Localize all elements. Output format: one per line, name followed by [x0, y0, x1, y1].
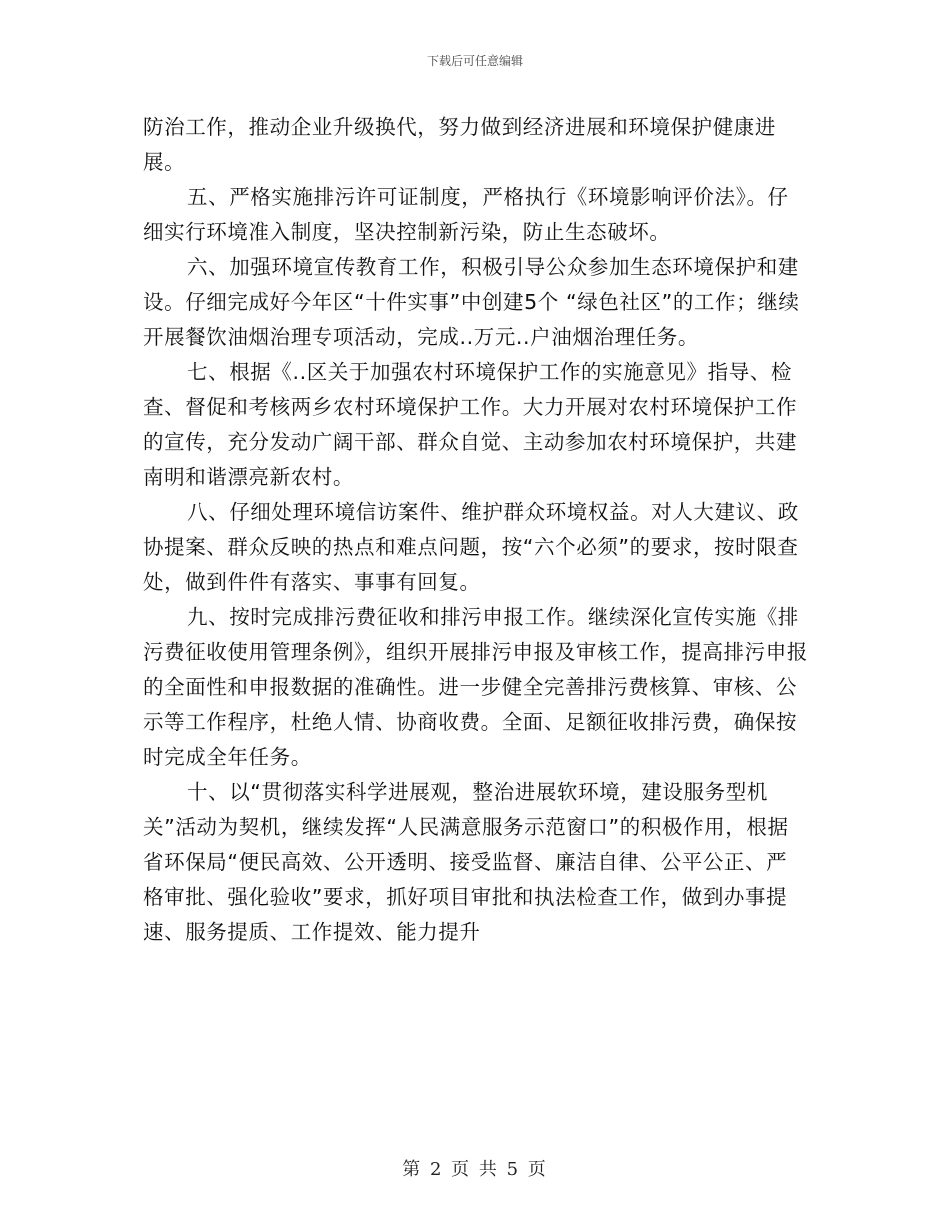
paragraph-item-8: 八、仔细处理环境信访案件、维护群众环境权益。对人大建议、政协提案、群众反映的热点和难点问题，按“六个必须”的要求，按时限查处，做到件件有落实、事事有回复。 [143, 500, 799, 594]
paragraph-item-9: 九、按时完成排污费征收和排污申报工作。继续深化宣传实施《排污费征收使用管理条例》，组织开展排污申报及审核工作，提高排污申报的全面性和申报数据的准确性。进一步健全完善排污费核算、审核、公示等工作程序，杜绝人情、协商收费。全面、足额征收排污费，确保按时完成全年任务。 [143, 605, 808, 769]
paragraph-item-6: 六、加强环境宣传教育工作，积极引导公众参加生态环境保护和建设。仔细完成好今年区“十件实事”中创建5个 “绿色社区”的工作；继续开展餐饮油烟治理专项活动，完成..万元..户油烟治理任务。 [143, 255, 800, 349]
document-body [143, 110, 808, 950]
page-header: 下载后可任意编辑 [426, 54, 523, 68]
paragraph-continued: 防治工作，推动企业升级换代，努力做到经济进展和环境保护健康进展。 [143, 115, 776, 174]
paragraph-item-10: 十、以“贯彻落实科学进展观，整治进展软环境，建设服务型机关”活动为契机，继续发挥“人民满意服务示范窗口”的积极作用，根据省环保局“便民高效、公开透明、接受监督、廉洁自律、公平公正、严格审批、强化验收”要求，抓好项目审批和执法检查工作，做到办事提速、服务提质、工作提效、能力提升 [143, 780, 789, 944]
page-number-footer: 第 2 页 共 5 页 [402, 1159, 548, 1180]
paragraph-item-7: 七、根据《..区关于加强农村环境保护工作的实施意见》指导、检查、督促和考核两乡农村环境保护工作。大力开展对农村环境保护工作的宣传，充分发动广阔干部、群众自觉、主动参加农村环境保护，共建南明和谐漂亮新农村。 [143, 360, 798, 489]
paragraph-item-5: 五、严格实施排污许可证制度，严格执行《环境影响评价法》。仔细实行环境准入制度，坚决控制新污染，防止生态破坏。 [143, 185, 789, 244]
